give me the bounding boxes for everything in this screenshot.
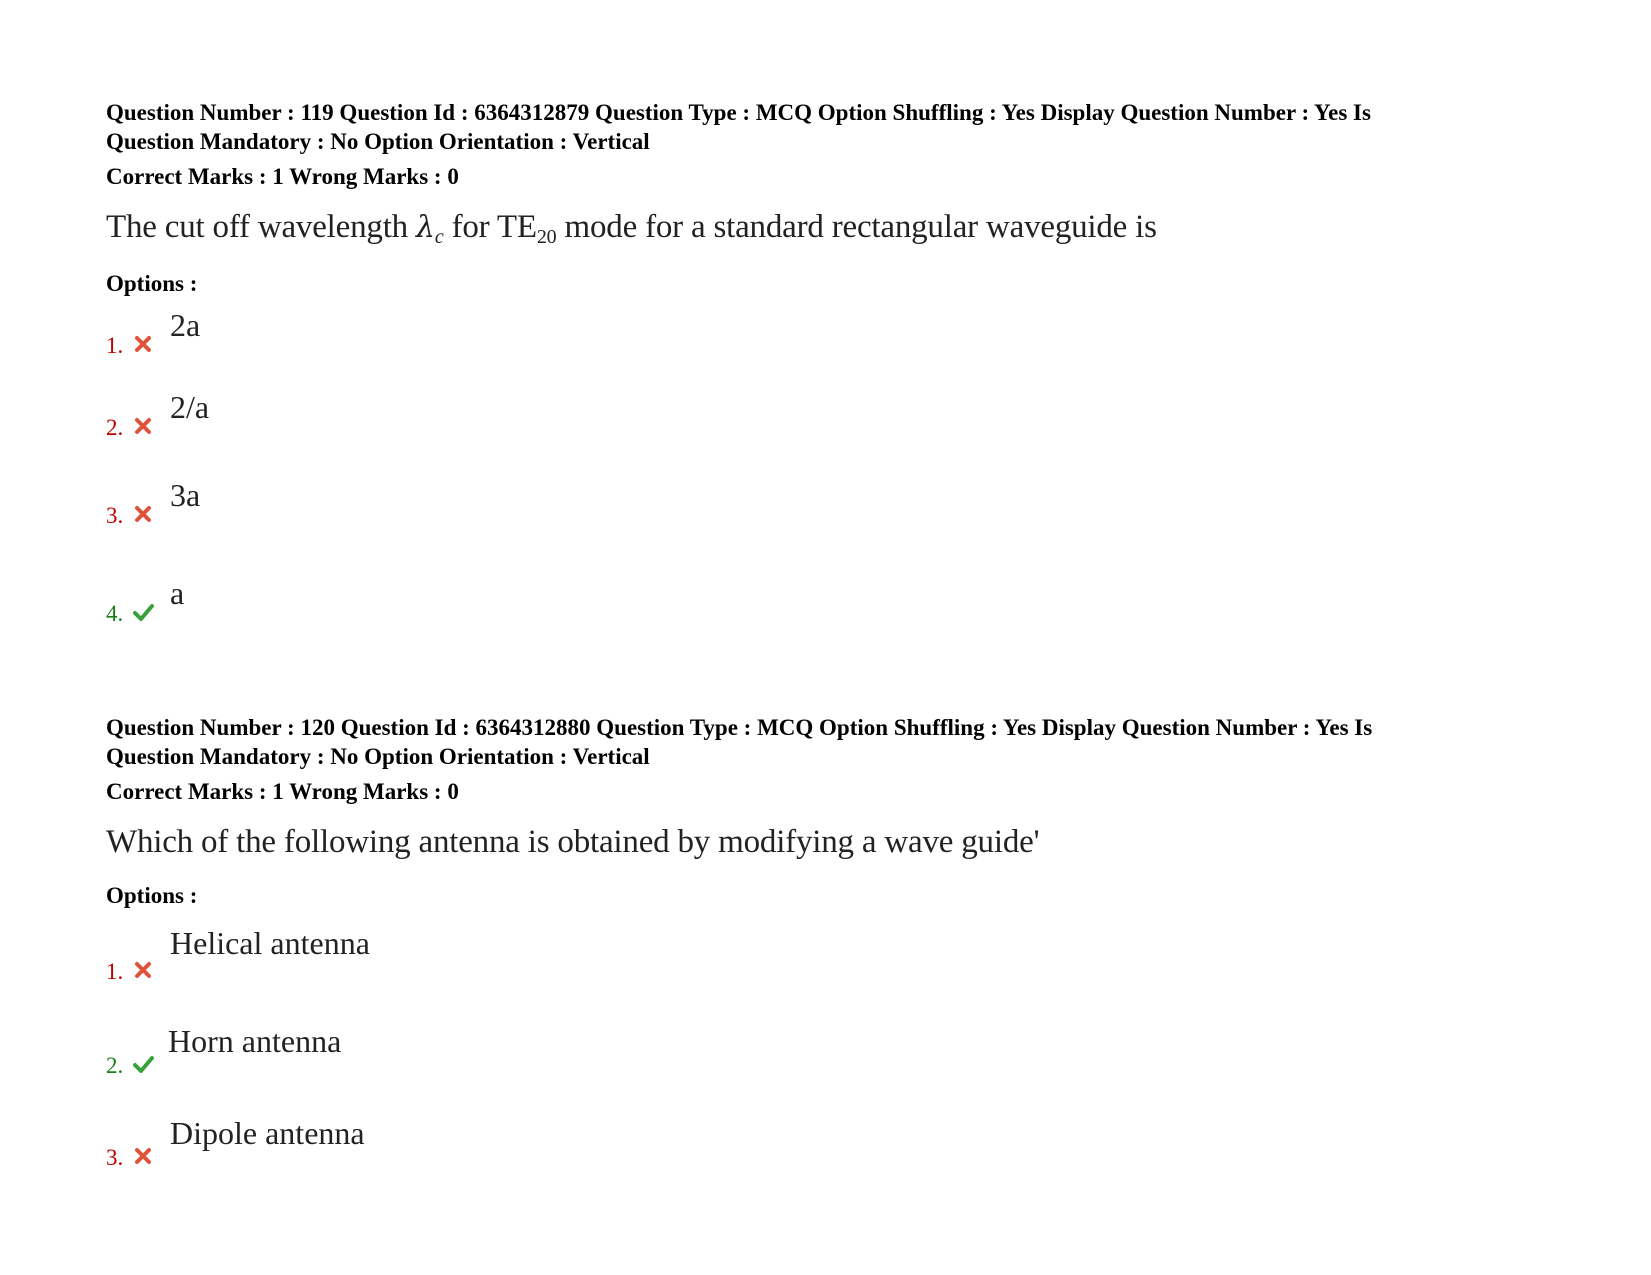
cross-icon — [132, 333, 154, 355]
option-item — [106, 307, 1546, 359]
question-marks: Correct Marks : 1 Wrong Marks : 0 — [106, 779, 459, 804]
cross-icon — [132, 415, 154, 437]
lambda-subscript: c — [434, 226, 444, 248]
question-marks: Correct Marks : 1 Wrong Marks : 0 — [106, 164, 459, 189]
option-number: 4. — [106, 601, 124, 626]
option-value: 3a — [170, 477, 201, 513]
cross-icon — [132, 503, 154, 525]
option-item — [106, 925, 1546, 985]
options-label: Options : — [106, 883, 198, 908]
cross-icon — [132, 959, 154, 981]
option-item — [106, 389, 1546, 441]
option-value: 2/a — [170, 389, 210, 425]
question-text-part: mode for a standard rectangular waveguide is — [556, 209, 1157, 245]
question-119 — [106, 98, 1546, 627]
option-number: 2. — [106, 1053, 124, 1078]
question-text-part: for TE — [443, 209, 537, 245]
check-icon — [132, 601, 154, 623]
option-value: Horn antenna — [168, 1023, 342, 1059]
question-meta — [106, 98, 1546, 156]
question-text — [106, 209, 1546, 249]
question-text: Which of the following antenna is obtained by modifying a wave guide' — [106, 824, 1040, 860]
options-label: Options : — [106, 271, 198, 296]
option-number: 3. — [106, 1145, 124, 1170]
option-item — [106, 477, 1546, 529]
option-number: 1. — [106, 959, 124, 984]
question-text-part: The cut off wavelength — [106, 209, 417, 245]
option-number: 1. — [106, 333, 124, 358]
option-item — [106, 1023, 1546, 1079]
check-icon — [132, 1053, 154, 1075]
option-item — [106, 1115, 1546, 1171]
question-meta-line1: Question Number : 119 Question Id : 6364312879 Question Type : MCQ Option Shuffling : Yes Display Question Number : Yes Is — [106, 100, 1371, 125]
question-meta-line2: Question Mandatory : No Option Orientation : Vertical — [106, 129, 650, 154]
question-120 — [106, 713, 1546, 1171]
option-value: a — [170, 575, 185, 611]
option-value: 2a — [170, 307, 201, 343]
option-value: Dipole antenna — [170, 1115, 365, 1151]
question-meta-line2: Question Mandatory : No Option Orientation : Vertical — [106, 744, 650, 769]
option-value: Helical antenna — [170, 925, 370, 961]
option-item — [106, 575, 1546, 627]
cross-icon — [132, 1145, 154, 1167]
question-meta — [106, 713, 1546, 771]
question-meta-line1: Question Number : 120 Question Id : 6364312880 Question Type : MCQ Option Shuffling : Yes Display Question Number : Yes Is — [106, 715, 1373, 740]
lambda-symbol: λ — [416, 210, 435, 245]
option-number: 2. — [106, 415, 124, 440]
option-number: 3. — [106, 503, 124, 528]
mode-subscript: 20 — [536, 226, 557, 248]
